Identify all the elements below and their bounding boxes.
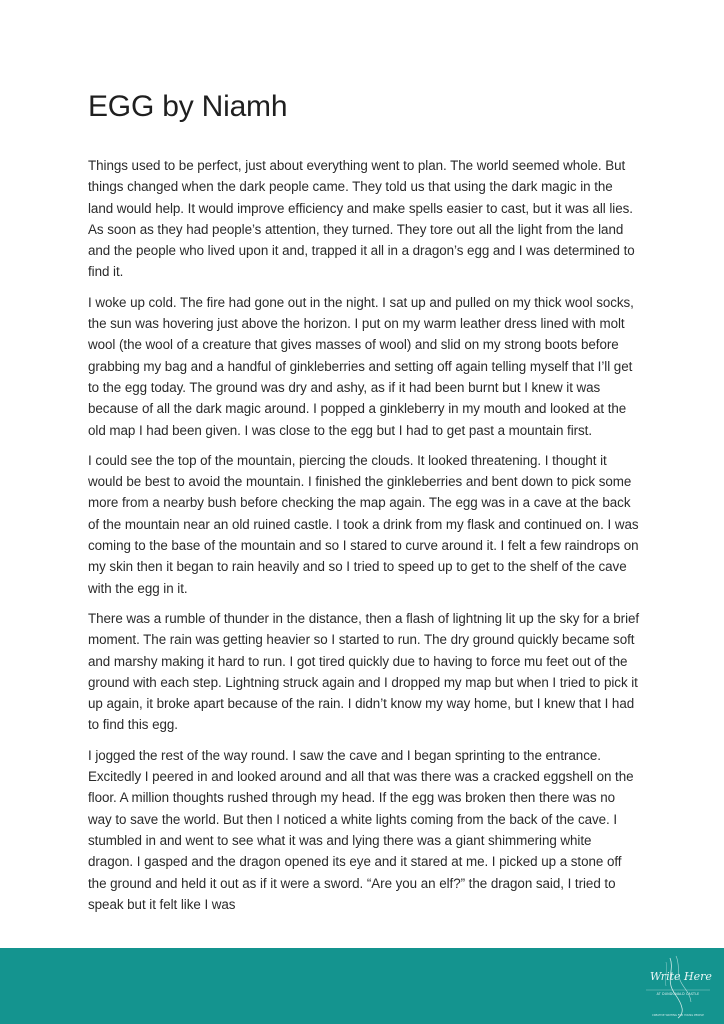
write-here-logo-icon [640, 952, 716, 1022]
logo-tinytext: CREATIVE WRITING FOR YOUNG PEOPLE [652, 1014, 704, 1017]
paragraph: There was a rumble of thunder in the distance, then a flash of lightning lit up the sky for a brief moment. The rain was getting heavier so I started to run. The dry ground quickly became soft and marshy making it hard to run. I got tired quickly due to having to force mu feet out of the ground with each step. Lightning struck again and I dropped my map but when I tried to pick it up again, it broke apart because of the rain. I didn’t know my way home, but I knew that I had to find this egg. [88, 610, 640, 733]
paragraph: I woke up cold. The fire had gone out in the night. I sat up and pulled on my thick wool socks, the sun was hovering just above the horizon. I put on my warm leather dress lined with molt wool (the wool of a creature that gives masses of wool) and slid on my strong boots before grabbing my bag and a handful of ginkleberries and setting off again telling myself that I’ll get to the egg today. The ground was dry and ashy, as if it had been burnt but I knew it was because of all the dark magic around. I popped a ginkleberry in my mouth and looked at the old map I had been given. I was close to the egg but I had to get past a mountain first. [88, 294, 634, 438]
document-body [88, 155, 640, 924]
document-title: EGG by Niamh [88, 90, 288, 123]
footer-band [0, 948, 724, 1024]
paragraph: I could see the top of the mountain, piercing the clouds. It looked threatening. I thought it would be best to avoid the mountain. I finished the ginkleberries and bent down to pick some more from a nearby bush before checking the map again. The egg was in a cave at the back of the mountain near an old ruined castle. I took a drink from my flask and continued on. I was coming to the base of the mountain and so I stared to curve around it. I felt a few raindrops on my skin then it began to rain heavily and so I tried to speed up to get to the shelf of the cave with the egg in it. [88, 452, 639, 596]
paragraph: I jogged the rest of the way round. I saw the cave and I began sprinting to the entrance. Excitedly I peered in and looked around and all that was there was a cracked eggshell on the floor. A million thoughts rushed through my head. If the egg was broken then there was no way to save the world. But then I noticed a white lights coming from the back of the cave. I stumbled in and went to see what it was and lying there was a giant shimmering white dragon. I gasped and the dragon opened its eye and it stared at me. I picked up a stone off the ground and held it out as if it were a sword. “Are you an elf?” the dragon said, I tried to speak but it felt like I was [88, 747, 634, 912]
write-here-logo [640, 952, 716, 1022]
logo-text: Write Here [650, 970, 712, 983]
paragraph: Things used to be perfect, just about everything went to plan. The world seemed whole. But things changed when the dark people came. They told us that using the dark magic in the land would help. It would improve efficiency and make spells easier to cast, but it was all lies. As soon as they had people’s attention, they turned. They tore out all the light from the land and the people who lived upon it and, trapped it all in a dragon’s egg and I was determined to find it. [88, 158, 635, 280]
logo-subtext: AT DUNDONALD CASTLE [656, 992, 700, 996]
